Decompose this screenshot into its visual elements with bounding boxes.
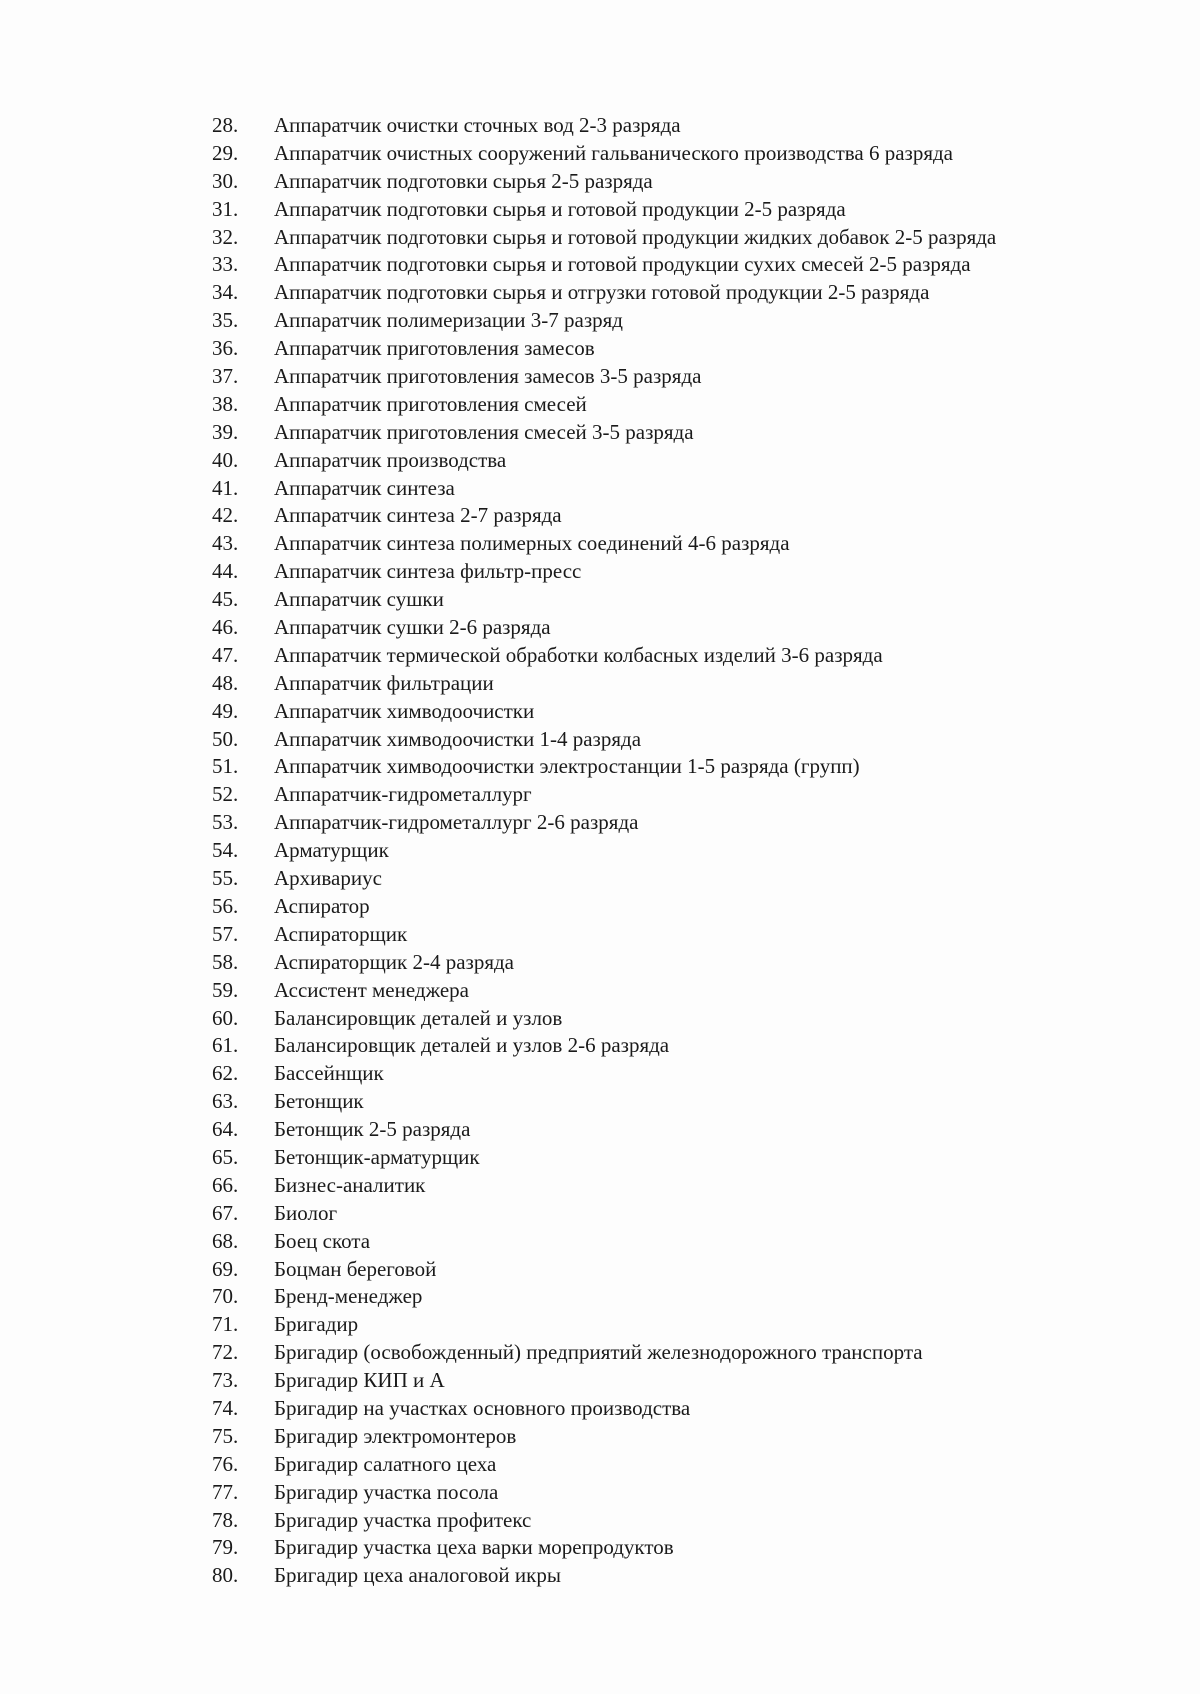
- item-number: 71.: [212, 1312, 239, 1337]
- list-item: [212, 977, 1172, 1005]
- list-item: [212, 475, 1172, 503]
- item-number: 44.: [212, 559, 239, 584]
- list-item: [212, 251, 1172, 279]
- list-item: [212, 921, 1172, 949]
- list-item: [212, 1116, 1172, 1144]
- item-number: 28.: [212, 113, 239, 137]
- item-number: 74.: [212, 1395, 239, 1420]
- item-number: 76.: [212, 1451, 239, 1476]
- list-item: [212, 586, 1172, 614]
- item-number: 47.: [212, 642, 239, 667]
- item-number: 49.: [212, 698, 239, 723]
- item-number: 50.: [212, 726, 239, 751]
- item-number: 67.: [212, 1200, 239, 1225]
- item-text: Аспираторщик 2-4 разряда: [274, 949, 515, 974]
- list-item: [212, 949, 1172, 977]
- item-text: Бригадир (освобожденный) предприятий железнодорожного транспорта: [274, 1340, 923, 1365]
- item-number: 31.: [212, 196, 239, 221]
- item-text: Бригадир: [274, 1312, 359, 1337]
- list-item: [212, 1479, 1172, 1507]
- item-number: 72.: [212, 1340, 239, 1365]
- item-text: Аппаратчик термической обработки колбасных изделий 3-6 разряда: [274, 642, 883, 667]
- list-item: [212, 1032, 1172, 1060]
- item-number: 56.: [212, 893, 239, 918]
- item-number: 59.: [212, 977, 239, 1002]
- item-text: Аспираторщик: [274, 921, 408, 946]
- item-text: Бизнес-аналитик: [274, 1172, 426, 1197]
- item-text: Бригадир цеха аналоговой икры: [274, 1563, 561, 1588]
- list-item: [212, 809, 1172, 837]
- item-text: Боец скота: [274, 1228, 371, 1253]
- list-item: [212, 781, 1172, 809]
- list-item: [212, 196, 1172, 224]
- item-text: Аппаратчик подготовки сырья и готовой продукции сухих смесей 2-5 разряда: [274, 252, 971, 277]
- item-number: 80.: [212, 1563, 239, 1588]
- item-text: Бригадир КИП и А: [274, 1368, 445, 1393]
- list-item: [212, 112, 1172, 140]
- item-text: Аспиратор: [274, 893, 370, 918]
- list-item: [212, 865, 1172, 893]
- item-text: Аппаратчик подготовки сырья 2-5 разряда: [274, 168, 653, 193]
- list-item: [212, 753, 1172, 781]
- item-number: 41.: [212, 475, 239, 500]
- list-item: [212, 670, 1172, 698]
- item-number: 33.: [212, 252, 239, 277]
- item-text: Боцман береговой: [274, 1256, 437, 1281]
- item-number: 73.: [212, 1368, 239, 1393]
- item-text: Аппаратчик сушки 2-6 разряда: [274, 615, 551, 640]
- item-text: Арматурщик: [274, 838, 389, 863]
- item-text: Аппаратчик подготовки сырья и готовой продукции 2-5 разряда: [274, 196, 846, 221]
- item-number: 57.: [212, 921, 239, 946]
- list-item: [212, 391, 1172, 419]
- list-item: [212, 614, 1172, 642]
- item-number: 69.: [212, 1256, 239, 1281]
- list-item: [212, 1172, 1172, 1200]
- item-text: Бригадир участка цеха варки морепродуктов: [274, 1535, 674, 1560]
- item-number: 68.: [212, 1228, 239, 1253]
- item-text: Бассейнщик: [274, 1061, 384, 1086]
- item-number: 35.: [212, 308, 239, 333]
- item-text: Аппаратчик синтеза полимерных соединений 4-6 разряда: [274, 531, 790, 556]
- item-text: Балансировщик деталей и узлов 2-6 разряда: [274, 1033, 670, 1058]
- list-item: [212, 224, 1172, 252]
- item-text: Аппаратчик очистки сточных вод 2-3 разряда: [274, 113, 681, 137]
- item-text: Аппаратчик синтеза фильтр-пресс: [274, 559, 582, 584]
- item-number: 65.: [212, 1144, 239, 1169]
- item-text: Аппаратчик приготовления замесов 3-5 разряда: [274, 364, 702, 389]
- item-number: 45.: [212, 587, 239, 612]
- item-text: Аппаратчик приготовления смесей 3-5 разряда: [274, 419, 694, 444]
- list-item: [212, 1562, 1172, 1590]
- item-number: 30.: [212, 168, 239, 193]
- item-text: Ассистент менеджера: [274, 977, 469, 1002]
- list-item: [212, 307, 1172, 335]
- list-item: [212, 1534, 1172, 1562]
- item-number: 79.: [212, 1535, 239, 1560]
- list-item: [212, 1339, 1172, 1367]
- item-text: Аппаратчик-гидрометаллург: [274, 782, 532, 807]
- list-item: [212, 1200, 1172, 1228]
- list-item: [212, 558, 1172, 586]
- item-text: Аппаратчик химводоочистки: [274, 698, 535, 723]
- item-text: Бренд-менеджер: [274, 1284, 423, 1309]
- list-item: [212, 1423, 1172, 1451]
- item-number: 78.: [212, 1507, 239, 1532]
- list-item: [212, 1507, 1172, 1535]
- list-item: [212, 1367, 1172, 1395]
- item-number: 46.: [212, 615, 239, 640]
- item-number: 38.: [212, 391, 239, 416]
- item-text: Аппаратчик очистных сооружений гальванического производства 6 разряда: [274, 140, 953, 165]
- item-text: Бетонщик-арматурщик: [274, 1144, 480, 1169]
- list-item: [212, 168, 1172, 196]
- list-item: [212, 1144, 1172, 1172]
- item-number: 43.: [212, 531, 239, 556]
- item-text: Аппаратчик приготовления замесов: [274, 336, 595, 361]
- item-text: Аппаратчик фильтрации: [274, 670, 494, 695]
- item-number: 51.: [212, 754, 239, 779]
- item-text: Биолог: [274, 1200, 338, 1225]
- item-number: 55.: [212, 866, 239, 891]
- list-item: [212, 335, 1172, 363]
- item-number: 29.: [212, 140, 239, 165]
- list-item: [212, 502, 1172, 530]
- item-number: 42.: [212, 503, 239, 528]
- list-item: [212, 893, 1172, 921]
- item-text: Аппаратчик химводоочистки 1-4 разряда: [274, 726, 642, 751]
- item-number: 75.: [212, 1423, 239, 1448]
- item-number: 39.: [212, 419, 239, 444]
- item-text: Аппаратчик химводоочистки электростанции 1-5 разряда (групп): [274, 754, 860, 779]
- item-text: Аппаратчик синтеза: [274, 475, 455, 500]
- list-item: [212, 1451, 1172, 1479]
- list-item: [212, 1060, 1172, 1088]
- item-text: Балансировщик деталей и узлов: [274, 1005, 563, 1030]
- list-item: [212, 1005, 1172, 1033]
- list-item: [212, 363, 1172, 391]
- item-text: Аппаратчик-гидрометаллург 2-6 разряда: [274, 810, 639, 835]
- item-number: 48.: [212, 670, 239, 695]
- item-text: Архивариус: [274, 866, 382, 891]
- item-text: Аппаратчик производства: [274, 447, 507, 472]
- item-text: Аппаратчик подготовки сырья и отгрузки готовой продукции 2-5 разряда: [274, 280, 930, 305]
- item-text: Аппаратчик полимеризации 3-7 разряд: [274, 308, 623, 333]
- item-text: Аппаратчик приготовления смесей: [274, 391, 587, 416]
- item-number: 54.: [212, 838, 239, 863]
- item-number: 58.: [212, 949, 239, 974]
- item-text: Бригадир салатного цеха: [274, 1451, 497, 1476]
- item-text: Аппаратчик сушки: [274, 587, 444, 612]
- item-text: Аппаратчик синтеза 2-7 разряда: [274, 503, 562, 528]
- list-item: [212, 837, 1172, 865]
- item-number: 40.: [212, 447, 239, 472]
- item-number: 77.: [212, 1479, 239, 1504]
- list-item: [212, 1311, 1172, 1339]
- item-text: Бригадир участка профитекс: [274, 1507, 532, 1532]
- list-item: [212, 1088, 1172, 1116]
- list-item: [212, 698, 1172, 726]
- item-number: 52.: [212, 782, 239, 807]
- item-number: 37.: [212, 364, 239, 389]
- item-number: 60.: [212, 1005, 239, 1030]
- item-text: Бригадир электромонтеров: [274, 1423, 517, 1448]
- item-number: 53.: [212, 810, 239, 835]
- item-number: 70.: [212, 1284, 239, 1309]
- list-item: [212, 279, 1172, 307]
- list-item: [212, 530, 1172, 558]
- item-number: 36.: [212, 336, 239, 361]
- item-number: 63.: [212, 1089, 239, 1114]
- list-item: [212, 1256, 1172, 1284]
- item-number: 64.: [212, 1117, 239, 1142]
- list-item: [212, 419, 1172, 447]
- item-number: 61.: [212, 1033, 239, 1058]
- item-text: Бетонщик: [274, 1089, 364, 1114]
- list-item: [212, 447, 1172, 475]
- item-number: 62.: [212, 1061, 239, 1086]
- item-number: 66.: [212, 1172, 239, 1197]
- item-text: Бригадир участка посола: [274, 1479, 499, 1504]
- item-number: 34.: [212, 280, 239, 305]
- job-title-list: [212, 112, 1172, 1590]
- list-item: [212, 1395, 1172, 1423]
- list-item: [212, 1228, 1172, 1256]
- item-text: Бригадир на участках основного производства: [274, 1395, 691, 1420]
- item-text: Аппаратчик подготовки сырья и готовой продукции жидких добавок 2-5 разряда: [274, 224, 997, 249]
- list-item: [212, 1283, 1172, 1311]
- list-item: [212, 726, 1172, 754]
- item-number: 32.: [212, 224, 239, 249]
- item-text: Бетонщик 2-5 разряда: [274, 1117, 471, 1142]
- list-item: [212, 642, 1172, 670]
- list-item: [212, 140, 1172, 168]
